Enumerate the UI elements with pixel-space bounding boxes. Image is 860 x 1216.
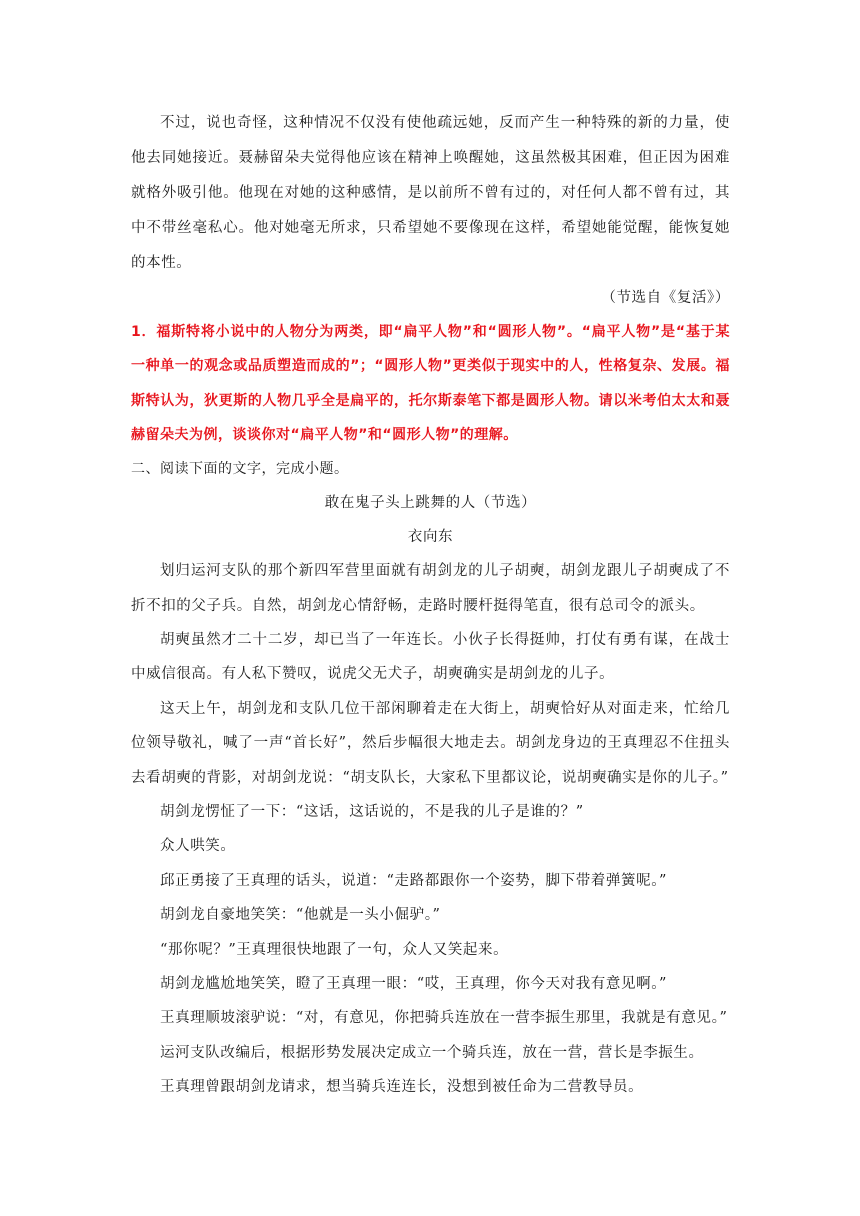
story-paragraph: 运河支队改编后，根据形势发展决定成立一个骑兵连，放在一营，营长是李振生。 — [160, 1044, 704, 1061]
story-paragraph: 邱正勇接了王真理的话头，说道：“走路都跟你一个姿势，脚下带着弹簧呢。” — [160, 872, 668, 889]
passage-end-paragraph: 不过，说也奇怪，这种情况不仅没有使他疏远她，反而产生一种特殊的新的力量，使他去同她接近。聂赫留朵夫觉得他应该在精神上唤醒她，这虽然极其困难，但正因为困难就格外吸引他。他现在对她的这种感情，是以前所不曾有过的，对任何人都不曾有过，其中不带丝毫私心。他对她毫无所求，只希望她不要像现在这样，希望她能觉醒，能恢复她的本性。 — [131, 115, 730, 271]
section-2-heading: 二、阅读下面的文字，完成小题。 — [131, 461, 349, 478]
story-paragraph: 划归运河支队的那个新四军营里面就有胡剑龙的儿子胡奭，胡剑龙跟儿子胡奭成了不折不扣的父子兵。自然，胡剑龙心情舒畅，走路时腰杆挺得笔直，很有总司令的派头。 — [131, 563, 730, 614]
story-paragraph: 胡剑龙愣怔了一下：“这话，这话说的，不是我的儿子是谁的？” — [160, 804, 584, 821]
story-paragraph: 胡奭虽然才二十二岁，却已当了一年连长。小伙子长得挺帅，打仗有勇有谋，在战士中威信很高。有人私下赞叹，说虎父无犬子，胡奭确实是胡剑龙的儿子。 — [131, 632, 730, 683]
story-paragraph: 众人哄笑。 — [160, 838, 236, 855]
story-paragraph: “那你呢？”王真理很快地跟了一句，众人又笑起来。 — [160, 941, 509, 958]
story-paragraph: 王真理顺坡滚驴说：“对，有意见，你把骑兵连放在一营李振生那里，我就是有意见。” — [160, 1010, 728, 1027]
story-title: 敢在鬼子头上跳舞的人（节选） — [324, 495, 537, 512]
story-paragraph: 胡剑龙尴尬地笑笑，瞪了王真理一眼：“哎，王真理，你今天对我有意见啊。” — [160, 976, 668, 993]
story-paragraph: 胡剑龙自豪地笑笑：“他就是一头小倔驴。” — [160, 907, 441, 924]
story-paragraph: 这天上午，胡剑龙和支队几位干部闲聊着走在大街上，胡奭恰好从对面走来，忙给几位领导敬礼，喊了一声“首长好”，然后步幅很大地走去。胡剑龙身边的王真理忍不住扭头去看胡奭的背影，对胡剑龙说：“胡支队长，大家私下里都议论，说胡奭确实是你的儿子。” — [131, 700, 730, 786]
story-author: 衣向东 — [407, 529, 454, 546]
document-page — [131, 106, 730, 1105]
passage-source: （节选自《复活》） — [601, 290, 730, 306]
story-paragraph: 王真理曾跟胡剑龙请求，想当骑兵连连长，没想到被任命为二营教导员。 — [160, 1079, 644, 1096]
question-1: 1．福斯特将小说中的人物分为两类，即“扁平人物”和“圆形人物”。“扁平人物”是“基于某一种单一的观念或品质塑造而成的”；“圆形人物”更类似于现实中的人，性格复杂、发展。福斯特认为，狄更斯的人物几乎全是扁平的，托尔斯泰笔下都是圆形人物。请以米考伯太太和聂赫留朵夫为例，谈谈你对“扁平人物”和“圆形人物”的理解。 — [131, 324, 730, 443]
